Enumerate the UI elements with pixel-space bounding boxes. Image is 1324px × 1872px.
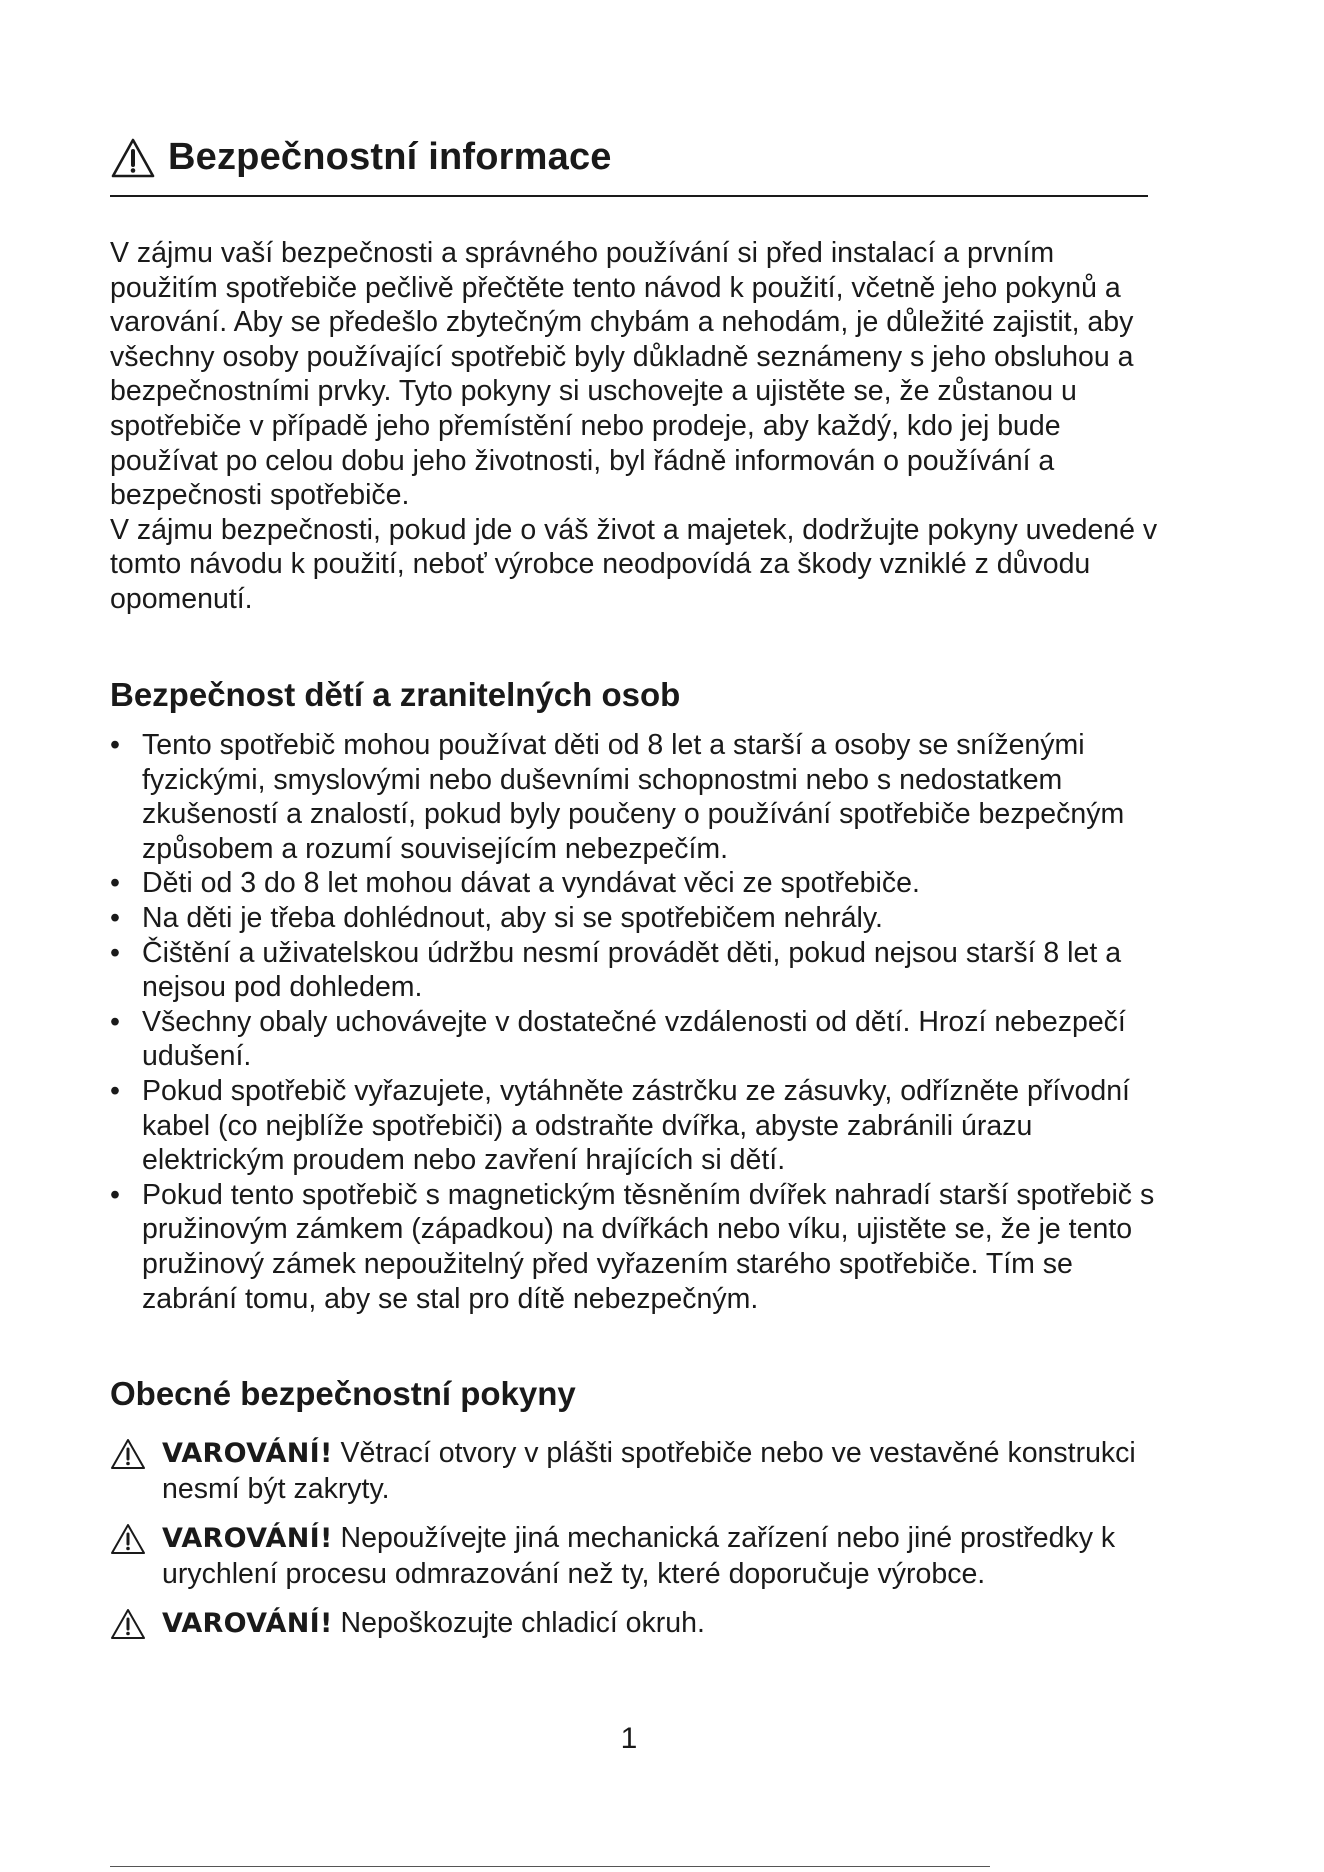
warning-label: VAROVÁNÍ! bbox=[162, 1523, 333, 1555]
warning-item bbox=[110, 1436, 1160, 1506]
list-item-text: Všechny obaly uchovávejte v dostatečné vzdálenosti od dětí. Hrozí nebezpečí udušení. bbox=[142, 1005, 1126, 1073]
list-item bbox=[110, 1005, 1160, 1074]
bullet-glyph: • bbox=[110, 901, 120, 934]
intro-section bbox=[110, 236, 1160, 617]
intro-paragraph: V zájmu vaší bezpečnosti a správného používání si před instalací a prvním použitím spotřebiče pečlivě přečtěte tento návod k použití, včetně jeho pokynů a varování. Aby se předešlo zbytečným chybám a nehodám, je důležité zajistit, aby všechny osoby používající spotřebič byly důkladně seznámeny s jeho obsluhou a bezpečnostními prvky. Tyto pokyny si uschovejte a ujistěte se, že zůstanou u spotřebiče v případě jeho přemístění nebo prodeje, aby každý, kdo jej bude používat po celou dobu jeho životnosti, byl řádně informován o používání a bezpečnosti spotřebiče. bbox=[110, 237, 1134, 512]
warning-triangle-icon bbox=[110, 1608, 146, 1640]
list-item bbox=[110, 1074, 1160, 1178]
children-safety-list bbox=[110, 728, 1160, 1316]
bullet-glyph: • bbox=[110, 867, 120, 900]
list-item-text: Na děti je třeba dohlédnout, aby si se spotřebičem nehrály. bbox=[142, 901, 883, 934]
list-item-text: Tento spotřebič mohou používat děti od 8 let a starší a osoby se sníženými fyzickými, smyslovými nebo duševními schopnostmi nebo s nedostatkem zkušeností a znalostí, pokud byly poučeny o používání spotřebiče bezpečným způsobem a rozumí souvisejícím nebezpečím. bbox=[142, 729, 1125, 865]
warning-label: VAROVÁNÍ! bbox=[162, 1608, 333, 1640]
warning-triangle-icon bbox=[110, 137, 156, 179]
list-item bbox=[110, 866, 1160, 901]
footer-rule bbox=[110, 1866, 990, 1867]
warning-text: Větrací otvory v plášti spotřebiče nebo ve vestavěné konstrukci nesmí být zakryty. bbox=[162, 1437, 1136, 1505]
title-divider bbox=[110, 195, 1148, 197]
page-title: Bezpečnostní informace bbox=[168, 136, 612, 178]
warning-text: Nepoškozujte chladicí okruh. bbox=[340, 1607, 705, 1640]
children-safety-heading: Bezpečnost dětí a zranitelných osob bbox=[110, 676, 681, 713]
bullet-glyph: • bbox=[110, 1005, 120, 1038]
bullet-glyph: • bbox=[110, 1074, 120, 1107]
warning-item bbox=[110, 1606, 1160, 1642]
intro-paragraph: V zájmu bezpečnosti, pokud jde o váš život a majetek, dodržujte pokyny uvedené v tomto návodu k použití, neboť výrobce neodpovídá za škody vzniklé z důvodu opomenutí. bbox=[110, 513, 1158, 615]
warning-item bbox=[110, 1521, 1160, 1591]
warning-triangle-icon bbox=[110, 1523, 146, 1555]
warnings-list bbox=[110, 1436, 1160, 1657]
list-item bbox=[110, 901, 1160, 936]
list-item-text: Pokud spotřebič vyřazujete, vytáhněte zástrčku ze zásuvky, odřízněte přívodní kabel (co nejblíže spotřebiči) a odstraňte dvířka, abyste zabránili úrazu elektrickým proudem nebo zavření hrajících si dětí. bbox=[142, 1074, 1130, 1177]
warning-triangle-icon bbox=[110, 1438, 146, 1470]
list-item bbox=[110, 936, 1160, 1005]
warning-label: VAROVÁNÍ! bbox=[162, 1438, 333, 1469]
list-item bbox=[110, 1178, 1160, 1316]
bullet-glyph: • bbox=[110, 936, 120, 969]
page-number: 1 bbox=[620, 1722, 638, 1755]
list-item-text: Děti od 3 do 8 let mohou dávat a vyndávat věci ze spotřebiče. bbox=[142, 867, 920, 900]
bullet-glyph: • bbox=[110, 729, 120, 761]
general-safety-heading: Obecné bezpečnostní pokyny bbox=[110, 1375, 576, 1412]
bullet-glyph: • bbox=[110, 1178, 120, 1211]
list-item-text: Pokud tento spotřebič s magnetickým těsněním dvířek nahradí starší spotřebič s pružinovým zámkem (západkou) na dvířkách nebo víku, ujistěte se, že je tento pružinový zámek nepoužitelný před vyřazením starého spotřebiče. Tím se zabrání tomu, aby se stal pro dítě nebezpečným. bbox=[142, 1178, 1155, 1315]
warning-text: Nepoužívejte jiná mechanická zařízení nebo jiné prostředky k urychlení procesu odmrazování než ty, které doporučuje výrobce. bbox=[162, 1522, 1116, 1590]
list-item-text: Čištění a uživatelskou údržbu nesmí provádět děti, pokud nejsou starší 8 let a nejsou pod dohledem. bbox=[142, 936, 1122, 1004]
title-row bbox=[110, 136, 612, 179]
list-item bbox=[110, 728, 1160, 866]
